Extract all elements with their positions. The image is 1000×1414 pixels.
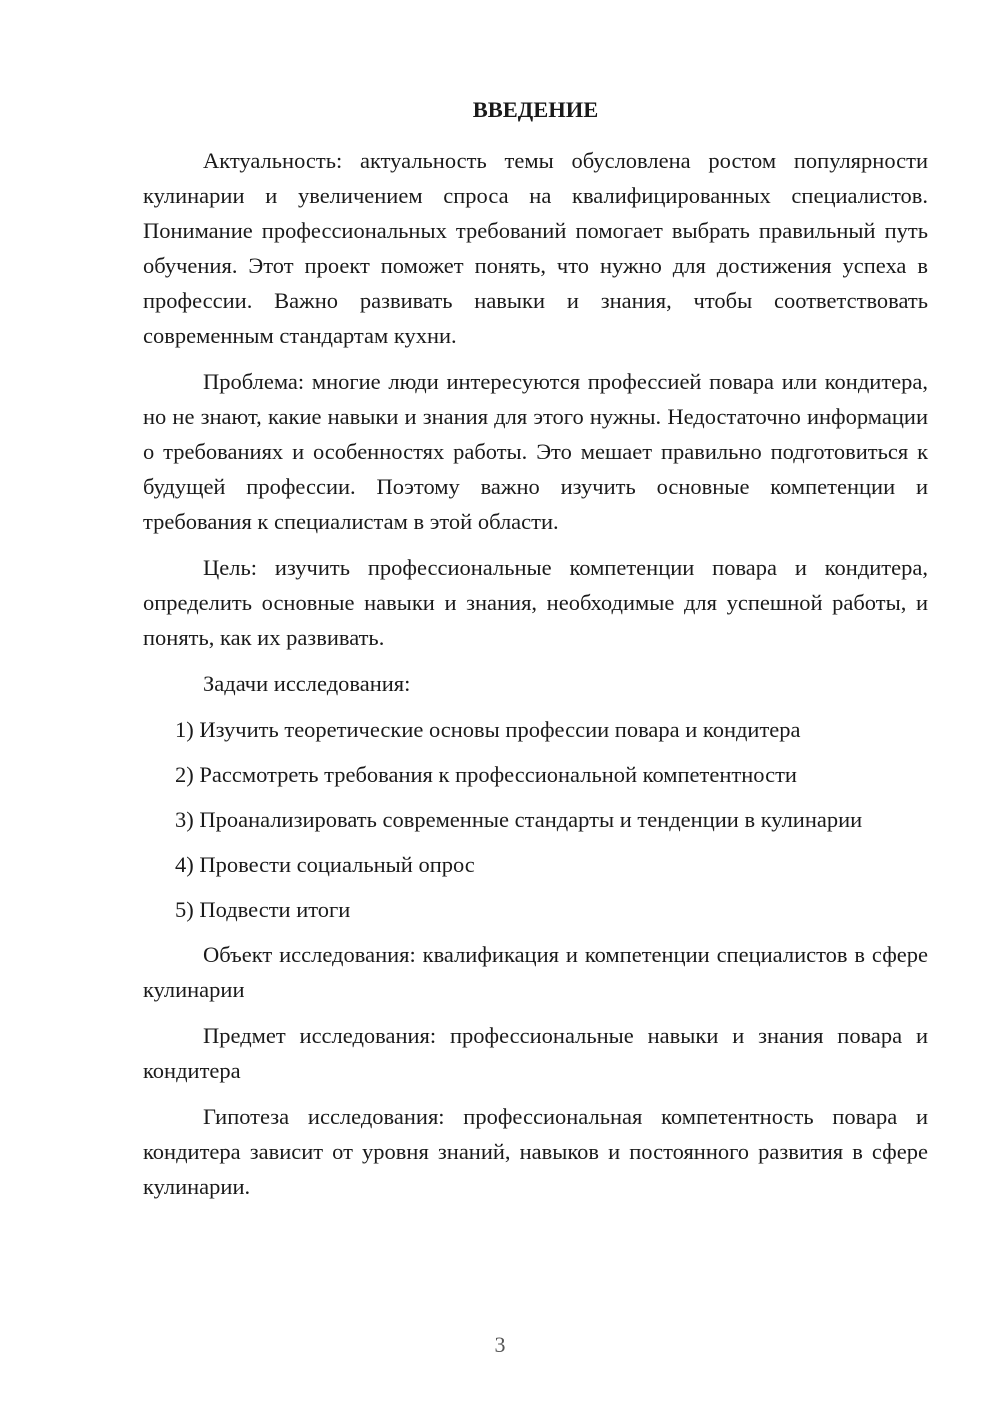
list-item: 2) Рассмотреть требования к профессиональной компетентности [175,762,797,787]
list-item: 1) Изучить теоретические основы профессии повара и кондитера [175,717,801,742]
document-page [143,95,928,1215]
list-item: 4) Провести социальный опрос [175,852,475,877]
paragraph-goal: Цель: изучить профессиональные компетенции повара и кондитера, определить основные навыки и знания, необходимые для успешной работы, и понять, как их развивать. [143,555,928,650]
page-title: ВВЕДЕНИЕ [472,97,599,122]
paragraph-relevance: Актуальность: актуальность темы обусловлена ростом популярности кулинарии и увеличением спроса на квалифицированных специалистов. Понимание профессиональных требований помогает выбрать правильный путь обучения. Этот проект поможет понять, что нужно для достижения успеха в профессии. Важно развивать навыки и знания, чтобы соответствовать современным стандартам кухни. [143,148,928,348]
list-item: 5) Подвести итоги [175,897,351,922]
paragraph-problem: Проблема: многие люди интересуются профессией повара или кондитера, но не знают, какие навыки и знания для этого нужны. Недостаточно информации о требованиях и особенностях работы. Это мешает правильно подготовиться к будущей профессии. Поэтому важно изучить основные компетенции и требования к специалистам в этой области. [143,369,928,534]
list-item: 3) Проанализировать современные стандарты и тенденции в кулинарии [175,807,863,832]
paragraph-subject: Предмет исследования: профессиональные навыки и знания повара и кондитера [143,1023,928,1083]
paragraph-object: Объект исследования: квалификация и компетенции специалистов в сфере кулинарии [143,942,928,1002]
paragraph-tasks-heading: Задачи исследования: [203,671,411,696]
paragraph-hypothesis: Гипотеза исследования: профессиональная компетентность повара и кондитера зависит от уровня знаний, навыков и постоянного развития в сфере кулинарии. [143,1104,928,1199]
page-number: 3 [494,1332,506,1357]
